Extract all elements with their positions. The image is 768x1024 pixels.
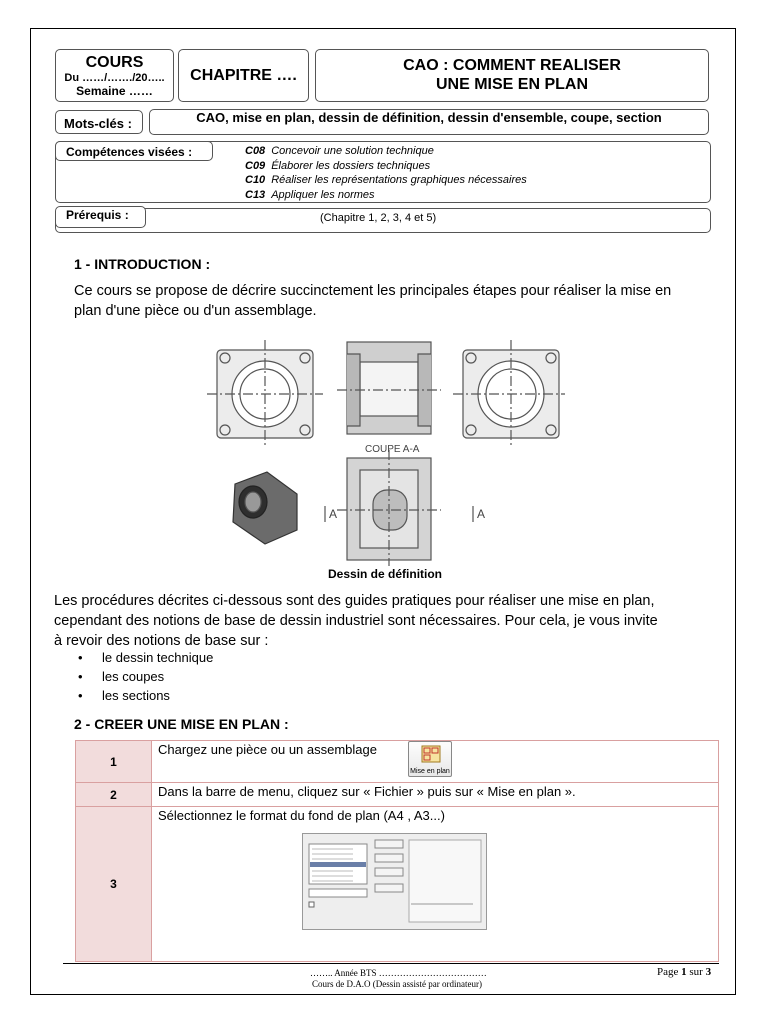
competence-item: C09 Élaborer les dossiers techniques <box>245 159 431 172</box>
competences-list <box>245 144 527 202</box>
title-box <box>315 49 709 102</box>
iso-view <box>233 472 297 544</box>
title-line-2: UNE MISE EN PLAN <box>435 76 588 93</box>
notions-list <box>78 648 213 705</box>
step-text: Sélectionnez le format du fond de plan (A4 , A3...) <box>152 807 719 962</box>
step-number: 1 <box>76 741 152 783</box>
front-view <box>325 450 473 566</box>
list-item: • les coupes <box>78 667 213 686</box>
step-text: Chargez une pièce ou un assemblage <box>152 741 719 783</box>
section-mark-a-left: A <box>329 507 338 521</box>
figure-caption: Dessin de définition <box>328 567 443 581</box>
footer-year: …….. Année BTS ……………………………… <box>310 968 487 978</box>
left-view <box>207 340 323 448</box>
keywords-label: Mots-clés : <box>55 110 143 134</box>
table-row <box>76 783 719 807</box>
page-number: Page 1 sur 3 <box>657 966 712 978</box>
section-1-heading: 1 - INTRODUCTION : <box>74 256 211 272</box>
prerequis-value: (Chapitre 1, 2, 3, 4 et 5) <box>320 212 437 224</box>
step-number: 3 <box>76 807 152 962</box>
cours-box <box>55 49 174 102</box>
section-2-heading: 2 - CREER UNE MISE EN PLAN : <box>74 716 289 732</box>
dialog-preview <box>303 834 486 929</box>
list-item: • les sections <box>78 686 213 705</box>
semaine-field: Semaine …… <box>76 84 153 98</box>
mise-en-plan-button-label: Mise en plan <box>410 768 450 775</box>
notions-paragraph: Les procédures décrites ci-dessous sont des guides pratiques pour réaliser une mise en plan, cependant des notions de base de dessin industriel sont nécessaires. Pour cela, je vous invite à revoir des notions de base sur : <box>54 593 658 649</box>
right-view <box>453 340 565 448</box>
date-field: Du ……/……./20….. <box>64 72 165 84</box>
step-text: Dans la barre de menu, cliquez sur « Fichier » puis sur « Mise en plan ». <box>152 783 719 807</box>
section-view <box>337 342 441 434</box>
competence-item: C13 Appliquer les normes <box>245 188 375 201</box>
competence-item: C10 Réaliser les représentations graphiques nécessaires <box>245 174 527 186</box>
list-item: • le dessin technique <box>78 648 213 667</box>
keywords-value: CAO, mise en plan, dessin de définition, dessin d'ensemble, coupe, section <box>149 109 709 135</box>
coupe-label: COUPE A-A <box>365 444 420 455</box>
sheet-format-dialog <box>302 833 487 930</box>
competences-label: Compétences visées : <box>55 141 213 161</box>
footer-course: Cours de D.A.O (Dessin assisté par ordinateur) <box>312 979 482 989</box>
table-row <box>76 741 719 783</box>
section-mark-a-right: A <box>477 507 486 521</box>
competence-item: C08 Concevoir une solution technique <box>245 145 434 157</box>
drawing-sheet-icon <box>421 745 441 763</box>
intro-paragraph: Ce cours se propose de décrire succinctement les principales étapes pour réaliser la mise en plan d'une pièce ou d'un assemblage. <box>74 283 672 319</box>
definition-drawing <box>205 334 565 566</box>
chapitre-box: CHAPITRE …. <box>178 49 309 102</box>
prerequis-label: Prérequis : <box>55 206 146 228</box>
title-line-1: CAO : COMMENT REALISER <box>403 57 621 74</box>
cours-label: COURS <box>85 54 144 71</box>
step-number: 2 <box>76 783 152 807</box>
footer-divider <box>63 963 719 964</box>
mise-en-plan-button[interactable] <box>408 741 452 777</box>
